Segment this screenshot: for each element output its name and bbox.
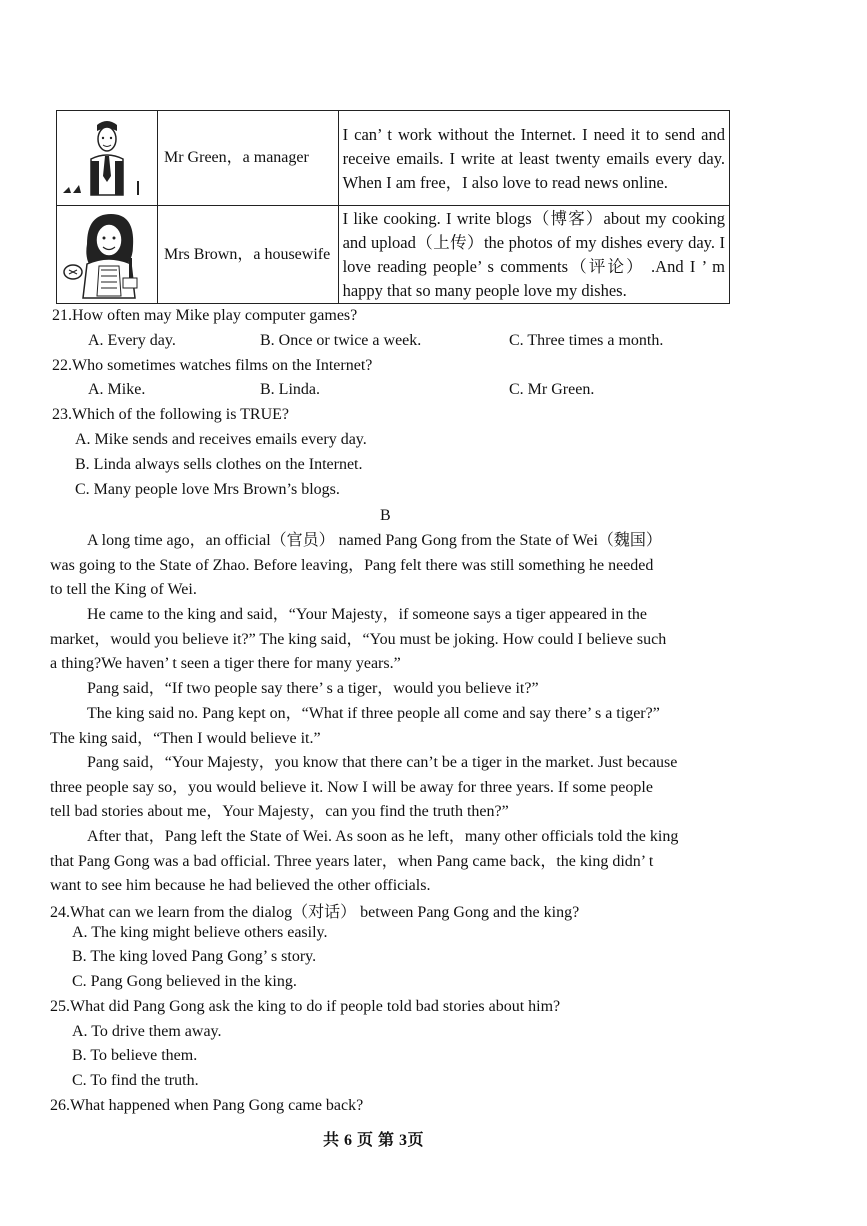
picture-cell — [57, 206, 158, 304]
option-c: C. To find the truth. — [72, 1072, 199, 1089]
table-row — [57, 206, 730, 304]
passage-paragraph — [50, 529, 716, 603]
passage-line: tell bad stories about me，Your Majesty，can you find the truth then?” — [50, 803, 509, 821]
question-21: 21.How often may Mike play computer games? — [52, 307, 358, 324]
passage-line: that Pang Gong was a bad official. Three years later，when Pang came back，the king didn’ t — [50, 852, 654, 870]
passage-line: Pang said，“If two people say there’ s a tiger，would you believe it?” — [87, 680, 539, 697]
passage-line: After that，Pang left the State of Wei. As soon as he left，many other officials told the king — [87, 828, 679, 845]
person-name: Mr Green，a manager — [158, 111, 339, 206]
option-c: C. Many people love Mrs Brown’s blogs. — [75, 481, 340, 498]
question-23: 23.Which of the following is TRUE? — [52, 406, 289, 423]
passage-line: A long time ago，an official（官员） named Pang Gong from the State of Wei（魏国） — [87, 532, 662, 549]
option-b: B. To believe them. — [72, 1047, 198, 1064]
person-statement: I like cooking. I write blogs（博客）about my cooking and upload（上传）the photos of my dishes every day. I love reading people’ s comments（评论） .And I ’ m happy that so many people love my dishes. — [338, 206, 729, 304]
section-label: B — [380, 507, 391, 524]
option-b: B. Linda. — [260, 381, 320, 398]
option-a: A. Mike sends and receives emails every day. — [75, 431, 367, 448]
passage-paragraph — [50, 751, 716, 825]
page-footer: 共 6 页 第 3页 — [323, 1132, 425, 1149]
table-row — [57, 111, 730, 206]
passage-line: The king said，“Then I would believe it.” — [50, 729, 321, 747]
passage-paragraph — [50, 702, 716, 751]
option-a: A. Mike. — [88, 381, 146, 398]
people-table — [56, 110, 730, 304]
woman-cooking-icon — [57, 208, 157, 302]
passage-line: want to see him because he had believed the other officials. — [50, 877, 431, 895]
question-24: 24.What can we learn from the dialog（对话） between Pang Gong and the king? — [50, 904, 580, 921]
option-c: C. Pang Gong believed in the king. — [72, 973, 297, 990]
picture-cell — [57, 111, 158, 206]
option-c: C. Mr Green. — [509, 381, 595, 398]
option-b: B. Once or twice a week. — [260, 332, 422, 349]
passage-line: was going to the State of Zhao. Before leaving，Pang felt there was still something he needed — [50, 556, 654, 574]
option-c: C. Three times a month. — [509, 332, 664, 349]
question-25: 25.What did Pang Gong ask the king to do if people told bad stories about him? — [50, 998, 561, 1015]
passage-line: three people say so，you would believe it. Now I will be away for three years. If some people — [50, 778, 653, 796]
option-b: B. Linda always sells clothes on the Internet. — [75, 456, 363, 473]
man-in-tie-icon — [57, 111, 157, 205]
passage-paragraph — [50, 825, 716, 899]
passage-line: Pang said，“Your Majesty，you know that there can’t be a tiger in the market. Just because — [87, 754, 678, 771]
passage-paragraph — [50, 603, 716, 677]
question-22: 22.Who sometimes watches films on the Internet? — [52, 357, 373, 374]
option-a: A. To drive them away. — [72, 1023, 222, 1040]
passage-line: a thing?We haven’ t seen a tiger there for many years.” — [50, 655, 401, 673]
passage-line: He came to the king and said，“Your Majesty，if someone says a tiger appeared in the — [87, 606, 647, 623]
passage-line: market，would you believe it?” The king said，“You must be joking. How could I believe such — [50, 630, 667, 648]
person-statement: I can’ t work without the Internet. I need it to send and receive emails. I write at least twenty emails every day. When I am free，I also love to read news online. — [338, 111, 729, 206]
option-b: B. The king loved Pang Gong’ s story. — [72, 948, 317, 965]
passage-paragraph — [50, 677, 716, 702]
question-26: 26.What happened when Pang Gong came back? — [50, 1097, 364, 1114]
passage-line: to tell the King of Wei. — [50, 581, 197, 599]
passage-line: The king said no. Pang kept on，“What if three people all come and say there’ s a tiger?” — [87, 705, 660, 722]
option-a: A. Every day. — [88, 332, 176, 349]
option-a: A. The king might believe others easily. — [72, 924, 328, 941]
person-name: Mrs Brown，a housewife — [158, 206, 339, 304]
